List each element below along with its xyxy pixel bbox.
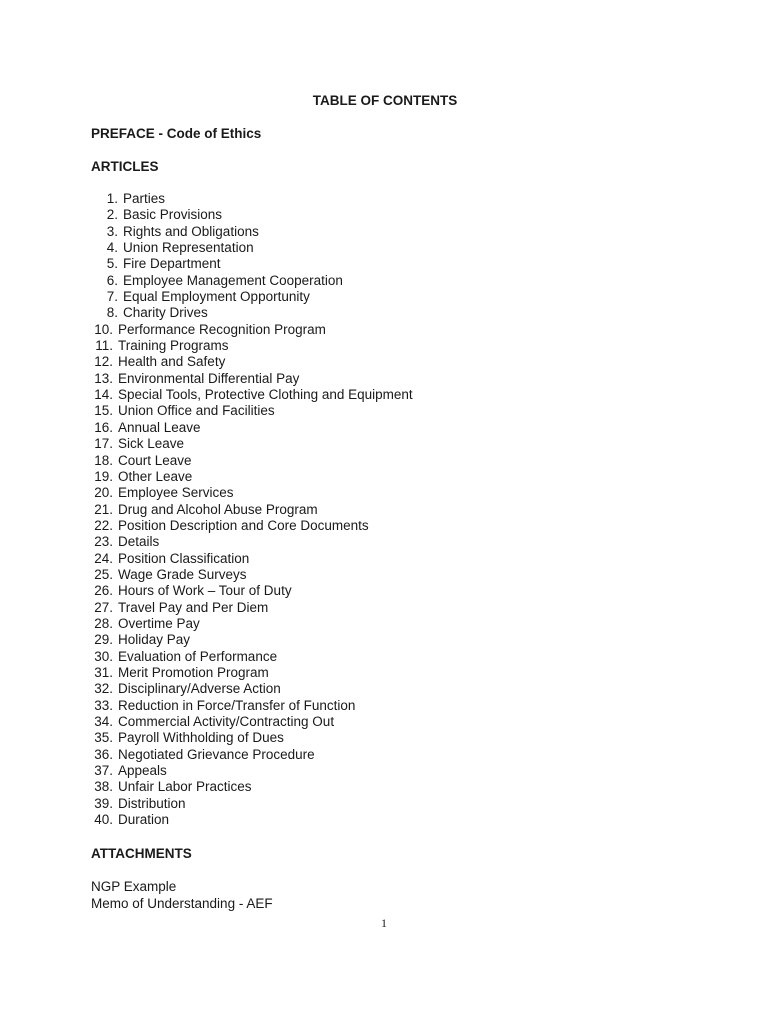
article-item: [91, 322, 413, 338]
article-number: 36.: [94, 746, 113, 762]
article-label: Merit Promotion Program: [118, 664, 269, 680]
article-item: [91, 551, 413, 567]
article-label: Parties: [123, 191, 166, 206]
article-item: [91, 763, 413, 779]
article-number: 8.: [106, 305, 118, 321]
article-number: 12.: [94, 354, 113, 370]
article-label: Court Leave: [118, 452, 192, 468]
article-item: [91, 518, 413, 534]
article-item: [91, 502, 413, 518]
articles-list: [91, 191, 413, 828]
article-item: [91, 191, 413, 207]
article-item: [91, 273, 413, 289]
article-number: 15.: [94, 403, 113, 419]
article-number: 6.: [106, 272, 118, 288]
article-label: Charity Drives: [123, 305, 208, 321]
article-label: Fire Department: [123, 256, 221, 272]
article-label: Other Leave: [118, 468, 193, 484]
article-label: Unfair Labor Practices: [118, 779, 252, 795]
article-item: [91, 665, 413, 681]
article-item: [91, 812, 413, 828]
article-item: [91, 371, 413, 387]
article-label: Details: [118, 534, 160, 550]
article-item: [91, 534, 413, 550]
preface-heading: PREFACE - Code of Ethics: [91, 126, 262, 141]
page-title: TABLE OF CONTENTS: [312, 93, 458, 108]
article-item: [91, 387, 413, 403]
article-number: 39.: [94, 795, 113, 811]
article-number: 10.: [94, 321, 113, 337]
article-item: [91, 420, 413, 436]
article-label: Union Office and Facilities: [118, 403, 275, 419]
article-number: 25.: [94, 566, 113, 582]
article-number: 2.: [106, 207, 118, 223]
article-number: 24.: [94, 550, 113, 566]
article-number: 33.: [94, 697, 113, 713]
article-label: Drug and Alcohol Abuse Program: [118, 501, 318, 517]
article-item: [91, 796, 413, 812]
article-number: 34.: [94, 714, 113, 729]
article-label: Rights and Obligations: [123, 223, 259, 239]
article-label: Basic Provisions: [123, 207, 223, 223]
article-item: [91, 240, 413, 256]
article-label: Sick Leave: [118, 436, 185, 452]
article-number: 23.: [94, 534, 113, 550]
article-item: [91, 616, 413, 632]
article-number: 19.: [94, 468, 113, 484]
article-number: 28.: [94, 615, 113, 631]
article-number: 40.: [94, 812, 113, 828]
article-number: 37.: [94, 763, 113, 779]
attachments-heading: ATTACHMENTS: [91, 846, 192, 861]
article-label: Special Tools, Protective Clothing and Equipment: [118, 387, 413, 403]
attachment-item: NGP Example: [91, 879, 177, 894]
article-item: [91, 289, 413, 305]
article-label: Holiday Pay: [118, 632, 191, 648]
article-label: Disciplinary/Adverse Action: [118, 681, 281, 697]
article-number: 30.: [94, 648, 113, 664]
article-label: Evaluation of Performance: [118, 648, 278, 664]
article-item: [91, 224, 413, 240]
article-item: [91, 714, 413, 730]
article-number: 7.: [106, 289, 118, 305]
article-number: 26.: [94, 583, 113, 599]
article-label: Distribution: [118, 795, 186, 811]
article-number: 13.: [94, 370, 113, 386]
article-label: Travel Pay and Per Diem: [118, 599, 269, 615]
article-item: [91, 256, 413, 272]
article-number: 29.: [94, 632, 113, 648]
article-label: Commercial Activity/Contracting Out: [118, 714, 335, 729]
article-number: 18.: [94, 452, 113, 468]
article-number: 16.: [94, 419, 113, 435]
article-number: 31.: [94, 664, 113, 680]
article-label: Employee Services: [118, 485, 234, 501]
article-item: [91, 354, 413, 370]
article-item: [91, 469, 413, 485]
article-number: 21.: [94, 501, 113, 517]
article-number: 14.: [94, 387, 113, 403]
article-label: Wage Grade Surveys: [118, 566, 247, 582]
article-number: 4.: [106, 240, 118, 256]
article-item: [91, 632, 413, 648]
article-number: 5.: [106, 256, 118, 272]
articles-heading: ARTICLES: [91, 159, 159, 174]
article-number: 11.: [95, 338, 113, 354]
article-item: [91, 747, 413, 763]
article-item: [91, 567, 413, 583]
article-label: Position Description and Core Documents: [118, 517, 369, 533]
article-item: [91, 453, 413, 469]
attachments-list: [91, 879, 273, 912]
article-item: [91, 698, 413, 714]
article-item: [91, 681, 413, 697]
article-label: Equal Employment Opportunity: [123, 289, 310, 305]
article-label: Hours of Work – Tour of Duty: [118, 583, 292, 599]
article-item: [91, 436, 413, 452]
article-number: 17.: [94, 436, 113, 452]
article-label: Payroll Withholding of Dues: [118, 730, 284, 746]
article-item: [91, 730, 413, 746]
article-label: Training Programs: [118, 338, 229, 354]
article-label: Performance Recognition Program: [118, 321, 326, 337]
article-item: [91, 305, 413, 321]
article-item: [91, 338, 413, 354]
article-number: 20.: [94, 485, 113, 501]
article-item: [91, 485, 413, 501]
article-item: [91, 583, 413, 599]
article-item: [91, 403, 413, 419]
article-item: [91, 779, 413, 795]
article-label: Duration: [118, 812, 170, 828]
article-label: Appeals: [118, 763, 167, 779]
article-number: 27.: [94, 599, 113, 615]
page-number: 1: [381, 916, 387, 930]
article-label: Environmental Differential Pay: [118, 370, 300, 386]
article-number: 38.: [94, 779, 113, 795]
article-label: Position Classification: [118, 550, 250, 566]
article-number: 22.: [94, 517, 113, 533]
article-label: Reduction in Force/Transfer of Function: [118, 697, 356, 713]
article-item: [91, 207, 413, 223]
article-number: 32.: [94, 681, 113, 697]
article-label: Annual Leave: [118, 419, 201, 435]
article-label: Employee Management Cooperation: [123, 272, 343, 288]
article-label: Overtime Pay: [118, 615, 200, 631]
article-item: [91, 649, 413, 665]
article-label: Negotiated Grievance Procedure: [118, 746, 315, 762]
article-item: [91, 600, 413, 616]
article-label: Health and Safety: [118, 354, 226, 370]
article-number: 3.: [106, 223, 118, 239]
attachment-item: Memo of Understanding - AEF: [91, 895, 273, 911]
article-number: 1.: [106, 191, 118, 206]
article-label: Union Representation: [123, 240, 254, 256]
article-number: 35.: [94, 730, 113, 746]
